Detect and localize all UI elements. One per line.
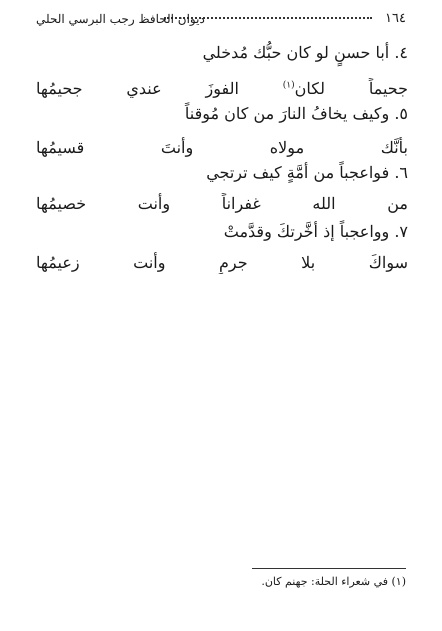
verse-7-second-hemistich [36,252,408,274]
hemistich-text: وكيف يخافُ النارَ من كان مُوقناً [184,104,390,123]
verse-5-first-hemistich [185,103,408,125]
hemistich-text: من الله غفراناً وأنت خصيمُها [36,194,408,213]
verse-number: ٤. [394,43,408,62]
hemistich-text: أبا حسنٍ لو كان حبُّك مُدخلي [202,43,390,62]
verse-7-first-hemistich [224,221,408,243]
hemistich-text: سواكَ بلا جرمٍ وأنت زعيمُها [36,253,408,272]
verse-number: ٥. [394,104,408,123]
footnote-marker: (١) [282,80,295,91]
hemistich-text: وواعجباً إذ أخَّرتكَ وقدَّمتْ [223,222,390,241]
verse-6-first-hemistich [206,162,408,184]
hemistich-text: فواعجباً من أمَّةٍ كيف ترتجي [206,163,390,182]
verse-4-second-hemistich [36,78,408,100]
hemistich-text: جحيماً لكان [294,79,408,98]
verse-6-second-hemistich [36,193,408,215]
footnote: (١) في شعراء الحلة: جهنم كان. [261,575,406,588]
verse-number: ٧. [394,222,408,241]
book-title: ديوان الحافظ رجب البرسي الحلي [36,12,205,26]
verse-4-first-hemistich [203,42,408,64]
hemistich-text-rest: الفوزَ عندي جحيمُها [36,79,239,98]
verse-number: ٦. [394,163,408,182]
page-number: ١٦٤ [385,11,406,26]
footnote-divider [252,568,406,569]
verse-5-second-hemistich [36,137,408,159]
hemistich-text: بأنَّك مولاه وأنتَ قسيمُها [36,138,408,157]
running-header [36,10,406,28]
